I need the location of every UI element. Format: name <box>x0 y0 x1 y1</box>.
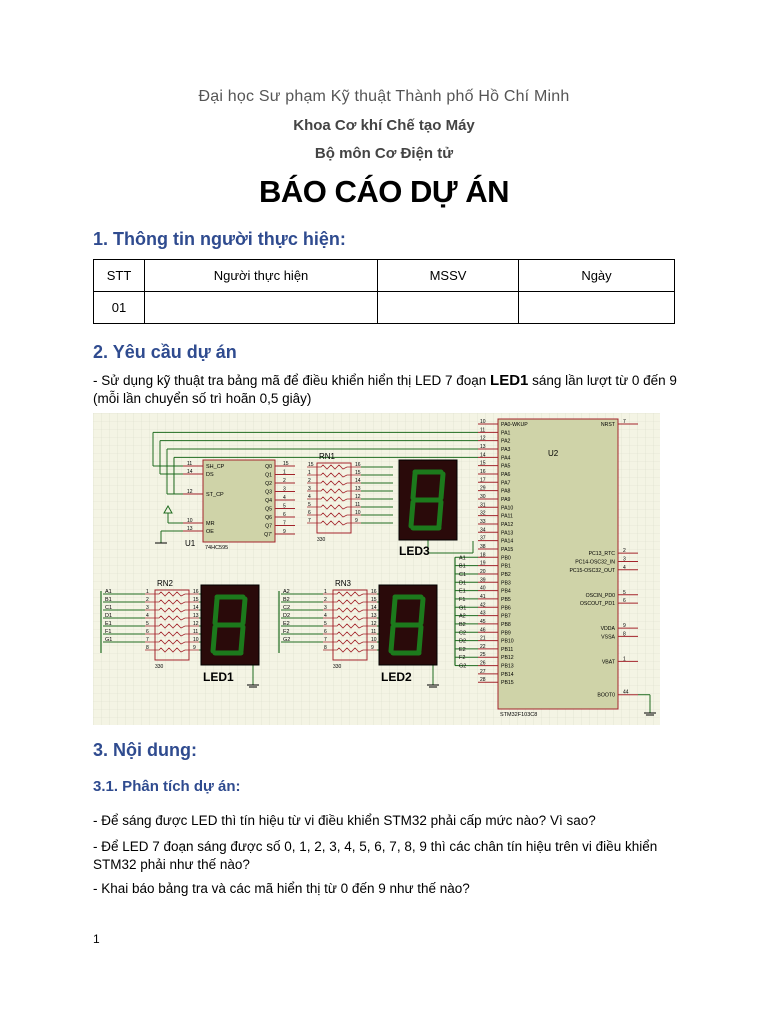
led-label: LED1 <box>203 670 234 684</box>
mcu-pin-num: 21 <box>480 635 486 642</box>
mcu-pin-num: 6 <box>623 598 626 605</box>
u1-pin-num: 7 <box>283 520 286 527</box>
mcu-pin-name: PA15 <box>501 546 514 553</box>
rn-pin-num: 11 <box>193 629 199 635</box>
led-label: LED2 <box>381 670 412 684</box>
mcu-pin-num: 3 <box>623 556 626 563</box>
u1-pin-name: Q4 <box>265 498 272 504</box>
section2-heading: 2. Yêu cầu dự án <box>93 342 237 362</box>
rn-pin-num: 3 <box>308 486 311 492</box>
mcu-pin-name: PB9 <box>501 630 511 637</box>
net-label: B1 <box>459 563 466 570</box>
led-segment <box>439 502 441 526</box>
rn-pin-num: 6 <box>308 510 311 516</box>
mcu-pin-num: 20 <box>480 568 486 575</box>
net-label: C2 <box>283 605 291 611</box>
section3-heading: 3. Nội dung: <box>93 740 197 760</box>
u1-pin-num: 13 <box>187 526 193 532</box>
rn-pin-num: 13 <box>355 486 361 492</box>
cell-person <box>145 292 378 324</box>
u1-pin-name: Q1 <box>265 472 272 479</box>
question-2: - Để LED 7 đoạn sáng được số 0, 1, 2, 3, 4, 5, 6, 7, 8, 9 thì các chân tín hiệu trên vi điều khiển STM32 phải như thế nào? <box>93 839 658 872</box>
rn-label: RN3 <box>335 579 352 588</box>
info-table <box>93 259 675 324</box>
mcu-pin-name: PA2 <box>501 438 511 445</box>
mcu-pin-name: VSSA <box>601 634 615 641</box>
rn-pin-num: 7 <box>324 637 327 643</box>
led1-emphasis: LED1 <box>490 372 529 389</box>
rn-pin-num: 5 <box>324 621 327 627</box>
mcu-pin-name: PA13 <box>501 530 514 537</box>
mcu-pin-num: 11 <box>480 427 486 434</box>
mcu-pin-num: 26 <box>480 660 486 667</box>
mcu-pin-num: 28 <box>480 677 486 684</box>
rn-pin-num: 15 <box>193 597 199 603</box>
mcu-pin-name: PC14-OSC32_IN <box>575 559 615 566</box>
rn-pin-num: 15 <box>308 462 314 468</box>
mcu-pin-num: 37 <box>480 535 486 542</box>
mcu-pin-name: PA10 <box>501 505 514 512</box>
net-label: D2 <box>459 638 467 645</box>
mcu-pin-num: 12 <box>480 435 486 442</box>
rn-pin-num: 8 <box>146 645 149 651</box>
rn-pin-num: 2 <box>324 597 327 603</box>
net-label: D1 <box>105 613 113 619</box>
department-name: Bộ môn Cơ Điện tử <box>314 145 454 162</box>
net-label: E1 <box>459 588 466 595</box>
report-title: BÁO CÁO DỰ ÁN <box>259 174 509 209</box>
mcu-pin-name: VDDA <box>600 626 615 633</box>
led-segment <box>391 627 393 651</box>
net-label: F2 <box>459 655 466 662</box>
mcu-pin-num: 41 <box>480 593 486 600</box>
u1-pin-num: 12 <box>187 489 193 495</box>
col-stt: STT <box>94 260 145 292</box>
rn-pin-num: 16 <box>355 462 361 468</box>
mcu-pin-num: 46 <box>480 627 486 634</box>
rn-pin-num: 5 <box>146 621 149 627</box>
rn-pin-num: 7 <box>146 637 149 643</box>
u1-pin-num: 1 <box>283 469 286 476</box>
net-label: B2 <box>283 597 290 603</box>
mcu-pin-name: PC15-OSC32_OUT <box>569 567 615 574</box>
mcu-pin-num: 18 <box>480 552 486 559</box>
led-segment <box>393 599 395 623</box>
mcu-pin-name: PA0-WKUP <box>501 422 528 428</box>
mcu-pin-num: 30 <box>480 493 486 500</box>
led-segment <box>241 627 243 651</box>
rn-pin-num: 4 <box>146 613 149 619</box>
mcu-pin-name: PC13_RTC <box>588 551 615 558</box>
shift-part: 74HC595 <box>205 545 229 551</box>
mcu-pin-name: PB2 <box>501 571 511 578</box>
faculty-name: Khoa Cơ khí Chế tạo Máy <box>293 117 475 134</box>
rn-pin-num: 14 <box>371 605 377 611</box>
mcu-pin-name: PB12 <box>501 655 514 662</box>
mcu-pin-num: 40 <box>480 585 486 592</box>
rn-pin-num: 3 <box>324 605 327 611</box>
rn-pin-num: 8 <box>324 645 327 651</box>
u1-pin-name: Q6 <box>265 515 272 521</box>
rn-pin-num: 4 <box>324 613 327 619</box>
rn-pin-num: 1 <box>324 589 327 595</box>
mcu-pin-num: 9 <box>623 623 626 630</box>
net-label: A2 <box>459 613 466 620</box>
mcu-pin-name: PA8 <box>501 488 511 495</box>
mcu-pin-num: 31 <box>480 502 486 509</box>
table-header-row <box>94 260 675 292</box>
mcu-pin-num: 39 <box>480 577 486 584</box>
net-label: G2 <box>283 637 291 643</box>
section1-heading: 1. Thông tin người thực hiện: <box>93 229 346 249</box>
rn-pin-num: 10 <box>193 637 199 643</box>
mcu-pin-name: PA5 <box>501 463 511 470</box>
u1-pin-name: OE <box>206 529 214 535</box>
led-segment <box>413 474 415 498</box>
mcu-pin-num: 4 <box>623 564 626 571</box>
mcu-pin-name: PA6 <box>501 471 511 478</box>
rn-pin-num: 9 <box>371 645 374 651</box>
mcu-ref: U2 <box>548 449 559 458</box>
mcu-pin-name: PB4 <box>501 588 511 595</box>
requirement-text-b: sáng lần lượt từ 0 đến 9 (mỗi lần chuyển số trì hoãn 0,5 giây) <box>93 373 677 406</box>
u1-pin-name: Q7 <box>265 523 272 530</box>
rn-pin-num: 15 <box>355 470 361 476</box>
u1-pin-num: 14 <box>187 469 193 475</box>
rn-pin-num: 12 <box>371 621 377 627</box>
u1-pin-num: 6 <box>283 512 286 518</box>
mcu-pin-num: 17 <box>480 477 486 484</box>
mcu-pin-num: 16 <box>480 468 486 475</box>
led-segment <box>243 599 245 623</box>
led-segment <box>215 599 217 623</box>
mcu-pin-name: PB3 <box>501 580 511 587</box>
u1-pin-name: ST_CP <box>206 492 224 498</box>
rn-pin-num: 13 <box>193 613 199 619</box>
u1-pin-num: 15 <box>283 461 289 467</box>
mcu-pin-name: PB13 <box>501 663 514 670</box>
circuit-schematic <box>93 413 660 725</box>
col-mssv: MSSV <box>378 260 519 292</box>
mcu-pin-num: 5 <box>623 589 626 596</box>
cell-date <box>519 292 675 324</box>
rn-pin-num: 6 <box>324 629 327 635</box>
u1-pin-name: MR <box>206 521 215 527</box>
mcu-pin-name: OSCOUT_PD1 <box>579 601 615 608</box>
led-segment <box>419 627 421 651</box>
mcu-pin-num: 34 <box>480 527 486 534</box>
net-label: C2 <box>459 630 467 637</box>
mcu-pin-name: PB8 <box>501 621 511 628</box>
rn-pin-num: 6 <box>146 629 149 635</box>
mcu-pin-num: 29 <box>480 485 486 492</box>
rn-value: 330 <box>317 537 326 543</box>
led-label: LED3 <box>399 544 430 558</box>
rn-pin-num: 16 <box>371 589 377 595</box>
rn-value: 330 <box>333 664 342 670</box>
shift-ref: U1 <box>185 539 196 548</box>
u1-pin-num: 11 <box>187 461 193 467</box>
net-label: C1 <box>105 605 113 611</box>
mcu-pin-name: PA4 <box>501 455 511 462</box>
u1-pin-num: 5 <box>283 503 286 510</box>
u1-pin-name: SH_CP <box>206 464 225 470</box>
cell-stt: 01 <box>94 292 145 324</box>
led-segment <box>441 474 443 498</box>
rn-pin-num: 11 <box>355 502 361 508</box>
mcu-pin-num: 42 <box>480 602 486 609</box>
net-label: F2 <box>283 629 290 635</box>
rn-pin-num: 9 <box>193 645 196 651</box>
rn-pin-num: 2 <box>308 478 311 484</box>
section3-1-heading: 3.1. Phân tích dự án: <box>93 778 241 795</box>
mcu-pin-name: BOOT0 <box>597 692 615 699</box>
mcu-pin-name: PB15 <box>501 680 514 687</box>
mcu-pin-name: PB7 <box>501 613 511 620</box>
rn-pin-num: 14 <box>355 478 361 484</box>
mcu-pin-num: 33 <box>480 518 486 525</box>
led-segment <box>421 599 423 623</box>
university-name: Đại học Sư phạm Kỹ thuật Thành phố Hồ Chí Minh <box>198 88 570 105</box>
net-label: C1 <box>459 571 467 578</box>
mcu-pin-name: PB11 <box>501 646 514 653</box>
net-label: D1 <box>459 580 467 587</box>
col-date: Ngày <box>519 260 675 292</box>
rn-pin-num: 16 <box>193 589 199 595</box>
net-label: F1 <box>459 596 466 603</box>
u1-pin-num: 4 <box>283 495 286 501</box>
rn-pin-num: 10 <box>371 637 377 643</box>
u1-pin-name: Q7' <box>264 532 272 538</box>
u1-pin-name: Q0 <box>265 464 272 470</box>
mcu-pin-num: 15 <box>480 460 486 467</box>
rn-label: RN2 <box>157 579 174 588</box>
rn-pin-num: 11 <box>371 629 377 635</box>
mcu-pin-num: 25 <box>480 652 486 659</box>
mcu-pin-name: OSCIN_PD0 <box>585 592 615 599</box>
rn-pin-num: 7 <box>308 518 311 524</box>
net-label: A2 <box>283 589 290 595</box>
question-3: - Khai báo bảng tra và các mã hiển thị từ 0 đến 9 như thế nào? <box>93 881 470 896</box>
u1-pin-name: DS <box>206 472 214 478</box>
requirement-text <box>93 372 683 408</box>
mcu-pin-name: PB0 <box>501 555 511 562</box>
u1-pin-num: 10 <box>187 518 193 524</box>
mcu-pin-name: PA14 <box>501 538 514 545</box>
u1-pin-name: Q3 <box>265 489 272 496</box>
mcu-pin-num: 14 <box>480 452 486 459</box>
net-label: F1 <box>105 629 112 635</box>
rn-pin-num: 14 <box>193 605 199 611</box>
mcu-pin-name: VBAT <box>601 659 615 666</box>
net-label: E1 <box>105 621 112 627</box>
rn-value: 330 <box>155 664 164 670</box>
rn-pin-num: 13 <box>371 613 377 619</box>
u1-pin-name: Q5 <box>265 506 272 513</box>
mcu-pin-num: 1 <box>623 656 626 663</box>
net-label: A1 <box>105 589 112 595</box>
mcu-pin-num: 7 <box>623 419 626 425</box>
mcu-pin-name: PA9 <box>501 496 511 503</box>
mcu-pin-name: PB10 <box>501 638 514 645</box>
mcu-pin-num: 38 <box>480 543 486 550</box>
led-segment <box>213 627 215 651</box>
mcu-pin-name: PA12 <box>501 521 514 528</box>
rn-pin-num: 2 <box>146 597 149 603</box>
net-label: G2 <box>459 663 467 670</box>
question-1: - Để sáng được LED thì tín hiệu từ vi điều khiển STM32 phải cấp mức nào? Vì sao? <box>93 813 596 828</box>
net-label: G1 <box>105 637 113 643</box>
u1-pin-name: Q2 <box>265 481 272 487</box>
mcu-part: STM32F103C8 <box>500 712 538 718</box>
mcu-pin-num: 13 <box>480 443 486 450</box>
page-number: 1 <box>93 932 100 946</box>
mcu-pin-name: NRST <box>600 422 615 428</box>
rn-pin-num: 9 <box>355 518 358 524</box>
mcu-pin-name: PB1 <box>501 563 511 570</box>
u1-pin-num: 9 <box>283 529 286 535</box>
mcu-pin-num: 22 <box>480 643 486 650</box>
net-label: E2 <box>283 621 290 627</box>
rn-label: RN1 <box>319 452 336 461</box>
requirement-text-a: - Sử dụng kỹ thuật tra bảng mã để điều khiển hiển thị LED 7 đoạn <box>93 373 491 388</box>
mcu-pin-name: PA11 <box>501 513 513 520</box>
led-segment <box>411 502 413 526</box>
net-label: B2 <box>459 621 466 628</box>
mcu-pin-num: 32 <box>480 510 486 517</box>
rn-pin-num: 12 <box>193 621 199 627</box>
mcu-pin-num: 10 <box>480 419 486 425</box>
mcu-pin-num: 2 <box>623 548 626 555</box>
rn-pin-num: 12 <box>355 494 361 500</box>
mcu-pin-num: 8 <box>623 631 626 638</box>
net-label: D2 <box>283 613 291 619</box>
rn-pin-num: 5 <box>308 502 311 508</box>
net-label: A1 <box>459 555 466 562</box>
mcu-pin-num: 44 <box>623 689 629 696</box>
table-row <box>94 292 675 324</box>
u1-pin-num: 3 <box>283 486 286 493</box>
rn-pin-num: 1 <box>146 589 149 595</box>
rn-pin-num: 10 <box>355 510 361 516</box>
mcu-pin-name: PA3 <box>501 446 511 453</box>
net-label: B1 <box>105 597 112 603</box>
rn-pin-num: 15 <box>371 597 377 603</box>
net-label: E2 <box>459 646 466 653</box>
mcu-pin-name: PB5 <box>501 596 511 603</box>
mcu-pin-name: PA1 <box>501 430 511 437</box>
rn-pin-num: 1 <box>308 470 311 476</box>
mcu-pin-num: 45 <box>480 618 486 625</box>
mcu-pin-name: PA7 <box>501 480 511 487</box>
mcu-pin-name: PB6 <box>501 605 511 612</box>
mcu-pin-name: PB14 <box>501 671 514 678</box>
net-label: G1 <box>459 605 467 612</box>
u1-pin-num: 2 <box>283 478 286 484</box>
mcu-pin-num: 43 <box>480 610 486 617</box>
cell-mssv <box>378 292 519 324</box>
rn-pin-num: 3 <box>146 605 149 611</box>
mcu-pin-num: 19 <box>480 560 486 567</box>
rn-pin-num: 4 <box>308 494 311 500</box>
col-person: Người thực hiện <box>145 260 378 292</box>
mcu-pin-num: 27 <box>480 668 486 675</box>
